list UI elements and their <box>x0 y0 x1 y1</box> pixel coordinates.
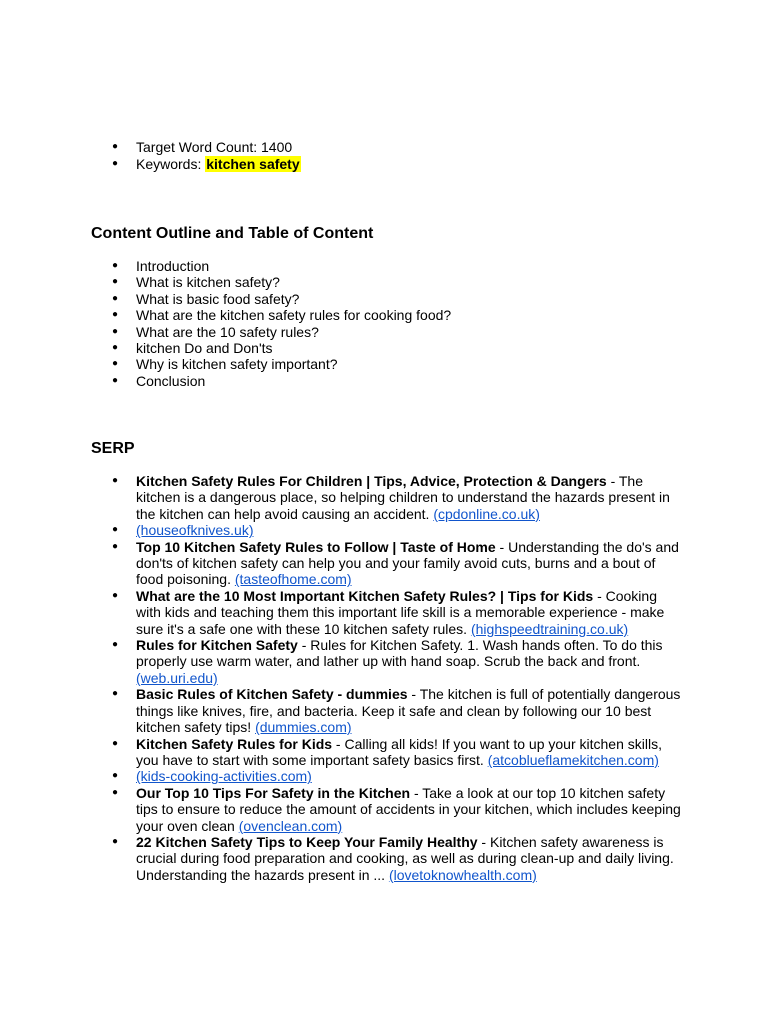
serp-heading: SERP <box>91 440 135 457</box>
serp-result-link[interactable]: (web.uri.edu) <box>136 669 218 686</box>
serp-result-snippet: - Calling all kids! If you want to up your kitchen skills, you have to start with some important safety basics first. <box>136 735 662 768</box>
outline-item <box>112 323 696 340</box>
bullet-icon: ● <box>112 292 119 304</box>
keywords-highlight: kitchen safety <box>206 155 300 172</box>
outline-item <box>112 307 696 324</box>
outline-item-text: kitchen Do and Don'ts <box>136 340 273 357</box>
outline-item <box>112 290 696 307</box>
bullet-icon: ● <box>112 524 119 536</box>
bullet-icon: ● <box>112 540 119 552</box>
serp-result-snippet: - Rules for Kitchen Safety. 1. Wash hands often. To do this properly use warm water, and lather up with hand soap. Scrub the back and front. <box>136 637 663 670</box>
bullet-icon: ● <box>112 358 119 370</box>
bullet-icon: ● <box>112 475 119 486</box>
serp-result-title: 22 Kitchen Safety Tips to Keep Your Family Healthy <box>136 833 478 850</box>
outline-heading: Content Outline and Table of Content <box>91 225 374 242</box>
serp-list <box>112 473 681 883</box>
bullet-icon: ● <box>112 141 119 152</box>
bullet-icon: ● <box>112 770 119 782</box>
serp-result <box>112 522 681 539</box>
outline-item-text: Why is kitchen safety important? <box>136 356 338 373</box>
serp-result-snippet: - Kitchen safety awareness is crucial during food preparation and cooking, as well as during clean-up and daily living. Understanding the hazards present in ... <box>136 833 674 883</box>
outline-list <box>112 258 696 389</box>
bullet-icon: ● <box>112 342 119 354</box>
serp-result-title: Kitchen Safety Rules for Kids <box>136 735 333 752</box>
serp-result <box>112 587 681 637</box>
serp-result-link[interactable]: (houseofknives.uk) <box>136 522 254 539</box>
serp-result-title: Basic Rules of Kitchen Safety - dummies <box>136 686 408 703</box>
serp-result-link[interactable]: (lovetoknowhealth.com) <box>388 866 537 883</box>
outline-item <box>112 356 696 373</box>
bullet-icon: ● <box>112 589 119 601</box>
serp-result-snippet: - The kitchen is full of potentially dangerous things like knives, fire, and bacteria. Keep it safe and clean by following our 10 best kitchen safety tips! <box>136 686 681 736</box>
serp-result-link[interactable]: (tasteofhome.com) <box>234 571 352 588</box>
serp-result <box>112 768 681 785</box>
serp-result-title: Top 10 Kitchen Safety Rules to Follow | Taste of Home <box>136 538 496 555</box>
serp-result-link[interactable]: (dummies.com) <box>255 719 352 736</box>
meta-list <box>112 139 696 172</box>
serp-result-title: Our Top 10 Tips For Safety in the Kitchen <box>136 784 411 801</box>
serp-result-snippet: - Take a look at our top 10 kitchen safety tips to ensure to reduce the amount of accidents in your kitchen, which includes keeping your oven clean <box>136 784 681 834</box>
bullet-icon: ● <box>112 260 119 271</box>
bullet-icon: ● <box>112 309 119 321</box>
keywords-item <box>112 155 696 173</box>
outline-item <box>112 258 696 274</box>
outline-item <box>112 274 696 291</box>
bullet-icon: ● <box>112 835 119 847</box>
serp-result <box>112 735 681 769</box>
serp-result-link[interactable]: (highspeedtraining.co.uk) <box>470 620 629 637</box>
serp-result <box>112 833 681 883</box>
outline-item-text: What is kitchen safety? <box>136 274 280 291</box>
bullet-icon: ● <box>112 688 119 700</box>
serp-result <box>112 686 681 736</box>
outline-item-text: What is basic food safety? <box>136 290 300 307</box>
serp-result-snippet: - The kitchen is a dangerous place, so helping children to understand the hazards present in the kitchen can help avoid causing an accident. <box>136 473 670 522</box>
outline-item-text: What are the kitchen safety rules for cooking food? <box>136 307 452 324</box>
serp-result-snippet: - Understanding the do's and don'ts of kitchen safety can help you and your family avoid cuts, burns and a bout of food poisoning. <box>136 538 679 588</box>
serp-result-link[interactable]: (ovenclean.com) <box>238 817 343 834</box>
serp-result <box>112 473 681 522</box>
serp-result-link[interactable]: (kids-cooking-activities.com) <box>136 768 312 785</box>
outline-item-text: What are the 10 safety rules? <box>136 323 319 340</box>
bullet-icon: ● <box>112 786 119 798</box>
outline-item <box>112 340 696 357</box>
serp-result-snippet: - Cooking with kids and teaching them this important life skill is a memorable experience - make sure it's a safe one with these 10 kitchen safety rules. <box>136 587 665 637</box>
serp-result-link[interactable]: (atcoblueflamekitchen.com) <box>487 751 659 768</box>
serp-result-title: Kitchen Safety Rules For Children | Tips, Advice, Protection & Dangers <box>136 473 607 489</box>
word-count-item <box>112 139 696 156</box>
outline-item-text: Conclusion <box>136 372 206 389</box>
keywords-label: Keywords: <box>136 155 206 172</box>
serp-result-title: What are the 10 Most Important Kitchen Safety Rules? | Tips for Kids <box>136 587 594 604</box>
serp-result <box>112 538 681 588</box>
bullet-icon: ● <box>112 325 119 337</box>
serp-result-link[interactable]: (cpdonline.co.uk) <box>433 505 540 522</box>
serp-result-title: Rules for Kitchen Safety <box>136 637 298 654</box>
word-count-text: Target Word Count: 1400 <box>136 139 293 155</box>
outline-item-text: Introduction <box>136 258 210 274</box>
serp-result <box>112 784 681 834</box>
outline-item <box>112 372 696 389</box>
bullet-icon: ● <box>112 639 119 651</box>
bullet-icon: ● <box>112 276 119 288</box>
bullet-icon: ● <box>112 157 119 169</box>
serp-result <box>112 637 681 686</box>
bullet-icon: ● <box>112 737 119 749</box>
bullet-icon: ● <box>112 374 119 386</box>
